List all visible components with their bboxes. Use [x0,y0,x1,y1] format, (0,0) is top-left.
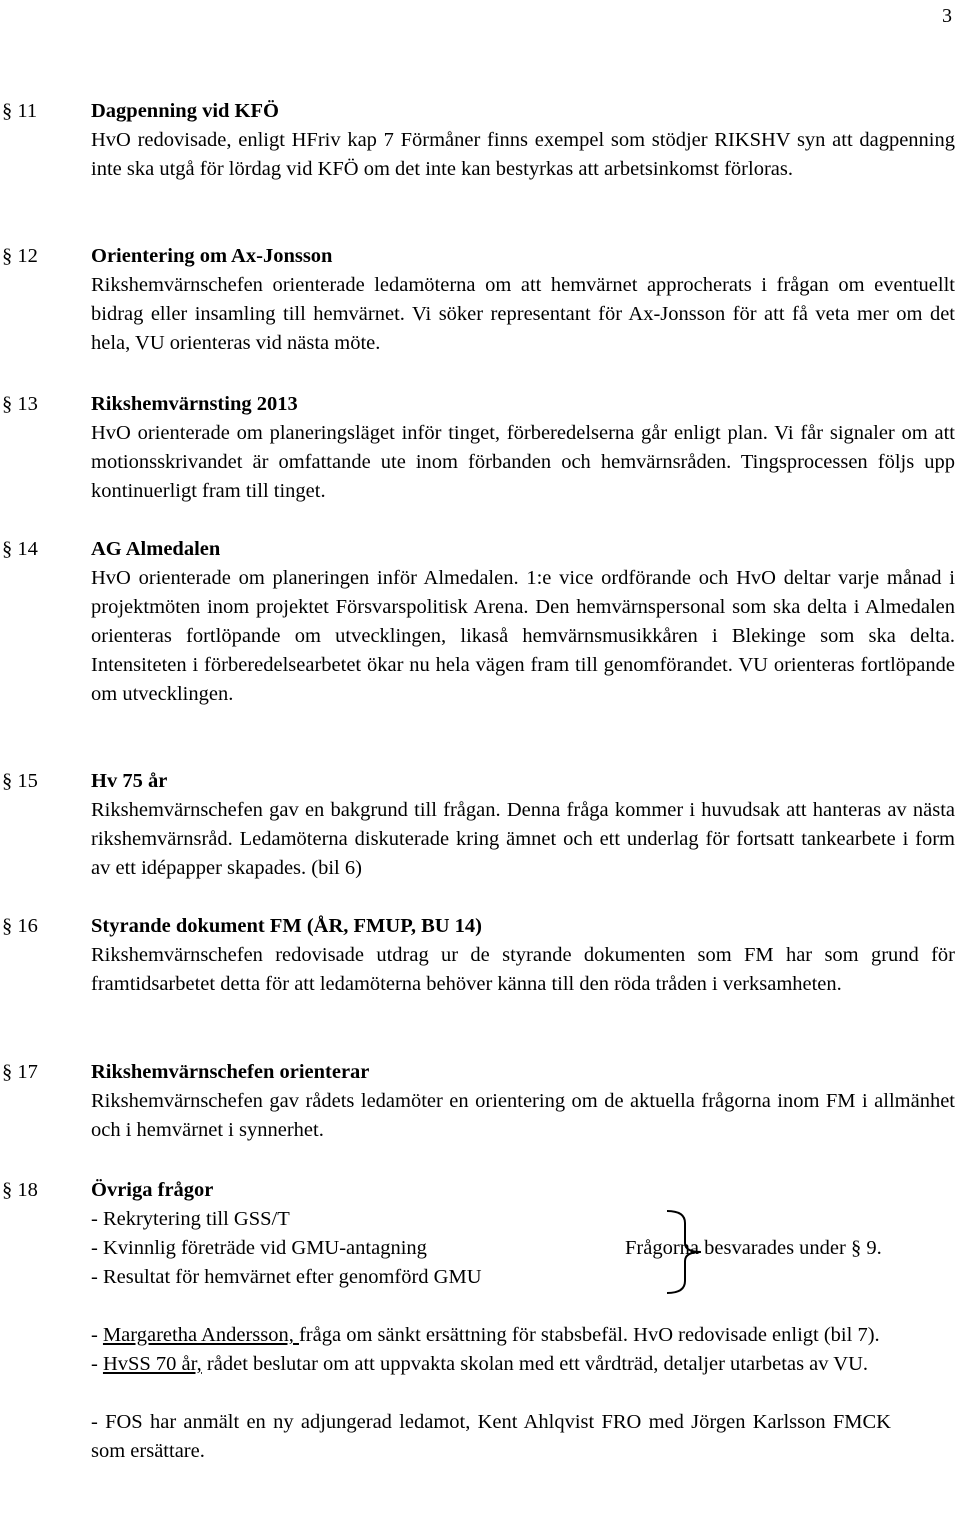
section-title: Styrande dokument FM (ÅR, FMUP, BU 14) [91,915,483,937]
paragraph-margaretha: - Margaretha Andersson, fråga om sänkt ersättning för stabsbefäl. HvO redovisade enligt (bil 7). [91,1324,880,1346]
section-text: HvO orienterade om planeringen inför Almedalen. 1:e vice ordförande och HvO deltar varje månad i projektmöten inom projektet Försvarspolitisk Arena. Den hemvärnspersonal som ska delta i Almedalen orienteras fortlöpande om utvecklingen, likaså hemvärnsmusikkåren i Blekinge som ska delta. Intensiteten i förberedelsearbetet ökar nu hela vägen fram till genomförandet. VU orienteras fortlöpande om utvecklingen. [91,567,955,705]
section-text: HvO orienterade om planeringsläget inför tinget, förberedelserna går enligt plan. Vi får signaler om att motionsskrivandet är omfattande ute inom förbanden och hemvärnsråden. Tingsprocessen följs upp kontinuerligt fram till tinget. [91,422,955,502]
section-text: Rikshemvärnschefen gav rådets ledamöter en orientering om de aktuella frågorna inom FM i allmänhet och i hemvärnet i synnerhet. [91,1090,955,1141]
list-item: - Rekrytering till GSS/T [91,1208,290,1230]
brace-note: Frågorna besvarades under § 9. [625,1237,882,1259]
page-number: 3 [942,5,952,27]
section-title: Dagpenning vid KFÖ [91,100,279,122]
section-text: Rikshemvärnschefen orienterade ledamöterna om att hemvärnet approcherats i frågan om eventuellt bidrag eller insamling till hemvärnet. Vi söker representant för Ax-Jonsson för att få veta mer om det hela, VU orienteras vid nästa möte. [91,274,955,354]
list-item: - Kvinnlig företräde vid GMU-antagning [91,1237,427,1259]
section-text: Rikshemvärnschefen redovisade utdrag ur de styrande dokumenten som FM har som grund för framtidsarbetet detta för att ledamöterna behöver känna till den röda tråden i verksamheten. [91,944,955,995]
section-number: § 12 [2,245,38,267]
list-item: - Resultat för hemvärnet efter genomförd GMU [91,1266,482,1288]
section-title: Övriga frågor [91,1179,214,1201]
section-number: § 14 [2,538,38,560]
section-title: Orientering om Ax-Jonsson [91,245,333,267]
section-number: § 16 [2,915,38,937]
section-text: Rikshemvärnschefen gav en bakgrund till frågan. Denna fråga kommer i huvudsak att hanteras av nästa rikshemvärnsråd. Ledamöterna diskuterade kring ämnet och ett underlag för fortsatt tankearbete i form av ett idépapper skapades. (bil 6) [91,799,955,879]
section-number: § 17 [2,1061,38,1083]
underlined-name: HvSS 70 år, [102,1353,202,1375]
paragraph-hvss: - HvSS 70 år, rådet beslutar om att uppvakta skolan med ett vårdträd, detaljer utarbetas av VU. [91,1353,869,1375]
section-number: § 15 [2,770,38,792]
section-title: Rikshemvärnschefen orienterar [91,1061,370,1083]
paragraph-fos: - FOS har anmält en ny adjungerad ledamot, Kent Ahlqvist FRO med Jörgen Karlsson FMCK som ersättare. [91,1411,891,1462]
underlined-name: Margaretha Andersson, [102,1324,299,1346]
section-title: Rikshemvärnsting 2013 [91,393,298,415]
section-text: HvO redovisade, enligt HFriv kap 7 Förmåner finns exempel som stödjer RIKSHV syn att dagpenning inte ska utgå för lördag vid KFÖ om det inte kan bestyrkas att arbetsinkomst förloras. [91,129,955,180]
section-title: AG Almedalen [91,538,221,560]
section-title: Hv 75 år [91,770,168,792]
section-number: § 11 [2,100,38,122]
section-number: § 13 [2,393,38,415]
section-number: § 18 [2,1179,38,1201]
